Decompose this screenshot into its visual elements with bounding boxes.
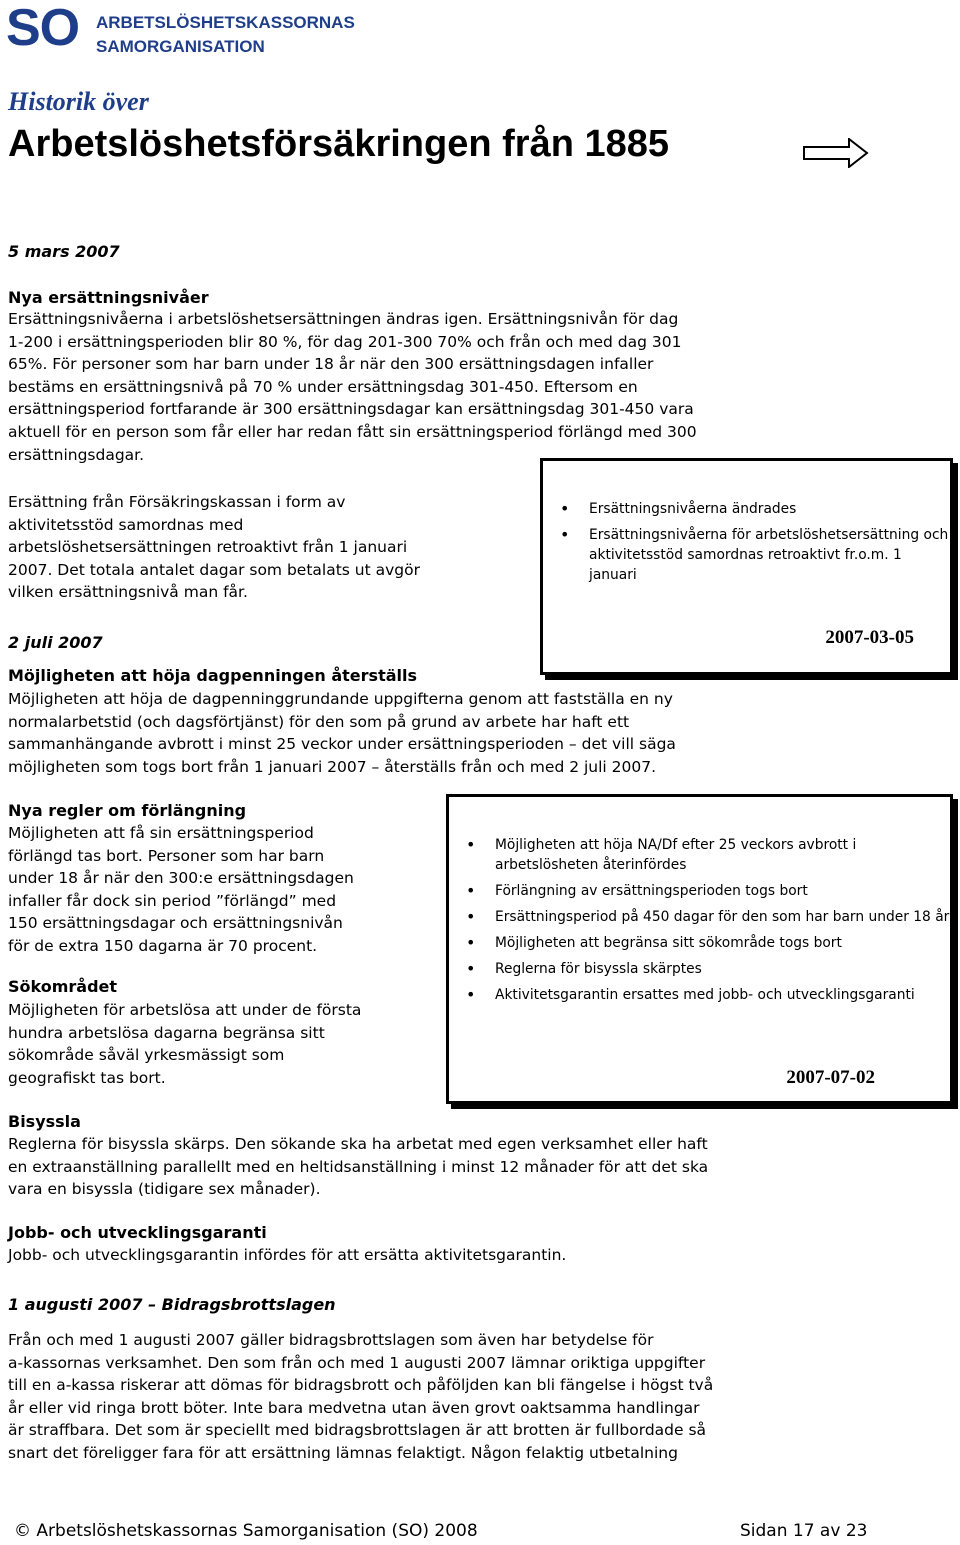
text-line: sammanhängande avbrott i minst 25 veckor under ersättningsperioden – det vill säga bbox=[8, 735, 676, 754]
text-line: Ersättningsnivåerna i arbetslöshetsersättningen ändras igen. Ersättningsnivån för dag bbox=[8, 310, 679, 328]
org-name-line1: ARBETSLÖSHETSKASSORNAS bbox=[96, 13, 355, 32]
text-line: Från och med 1 augusti 2007 gäller bidragsbrottslagen som även har betydelse för bbox=[8, 1331, 654, 1349]
summary-item: • Ersättningsnivåerna ändrades bbox=[543, 499, 950, 519]
text-line: är straffbara. Det som är speciellt med bidragsbrottslagen är att brotten är fullbordade så bbox=[8, 1421, 707, 1440]
summary-item: • Aktivitetsgarantin ersattes med jobb- och utvecklingsgaranti bbox=[449, 985, 950, 1005]
footer-page-number: Sidan 17 av 23 bbox=[740, 1521, 868, 1541]
summary-date: 2007-03-05 bbox=[825, 627, 914, 648]
text-line: vilken ersättningsnivå man får. bbox=[8, 583, 248, 602]
summary-item: • Ersättningsnivåerna för arbetslöshetsersättning och aktivitetsstöd samordnas retroaktivt fr.o.m. 1 januari bbox=[543, 525, 950, 585]
summary-item: • Ersättningsperiod på 450 dagar för den som har barn under 18 år bbox=[449, 907, 950, 927]
text-line: infaller får dock sin period ”förlängd” med bbox=[8, 891, 337, 910]
text-line: sökområde såväl yrkesmässigt som bbox=[8, 1046, 285, 1065]
summary-box bbox=[540, 458, 953, 675]
text-line: snart det föreligger fara för att ersättning lämnas felaktigt. Någon felaktig utbetalning bbox=[8, 1443, 678, 1462]
text-line: aktuell för en person som får eller har redan fått sin ersättningsperiod förlängd med 300 bbox=[8, 422, 697, 441]
text-line: 1-200 i ersättningsperioden blir 80 %, för dag 201-300 70% och från och med dag 301 bbox=[8, 332, 682, 351]
text-line: 65%. För personer som har barn under 18 år när den 300 ersättningsdagen infaller bbox=[8, 355, 654, 374]
section-body bbox=[8, 1244, 948, 1267]
text-line: 150 ersättningsdagar och ersättningsnivån bbox=[8, 914, 343, 933]
section-date: 2 juli 2007 bbox=[8, 633, 103, 652]
summary-item: • Möjligheten att begränsa sitt sökområde togs bort bbox=[449, 933, 950, 953]
section-body bbox=[8, 491, 528, 604]
text-line: vara en bisyssla (tidigare sex månader). bbox=[8, 1180, 321, 1199]
text-line: för de extra 150 dagarna är 70 procent. bbox=[8, 936, 318, 955]
text-line: a-kassornas verksamhet. Den som från och med 1 augusti 2007 lämnar oriktiga uppgifter bbox=[8, 1353, 706, 1372]
text-line: möjligheten som togs bort från 1 januari 2007 – återställs från och med 2 juli 2007. bbox=[8, 757, 657, 776]
section-body bbox=[8, 1133, 948, 1201]
text-line: Jobb- och utvecklingsgarantin infördes för att ersätta aktivitetsgarantin. bbox=[8, 1246, 567, 1264]
org-name-line2: SAMORGANISATION bbox=[96, 37, 265, 56]
text-line: Möjligheten att få sin ersättningsperiod bbox=[8, 824, 314, 842]
text-line: aktivitetsstöd samordnas med bbox=[8, 515, 244, 534]
section-heading: Sökområdet bbox=[8, 977, 118, 996]
text-line: Möjligheten att höja de dagpenninggrundande uppgifterna genom att fastställa en ny bbox=[8, 690, 673, 708]
summary-box bbox=[446, 794, 953, 1104]
right-arrow-icon bbox=[803, 138, 869, 168]
text-line: arbetslöshetsersättningen retroaktivt från 1 januari bbox=[8, 538, 408, 557]
page-title: Arbetslöshetsförsäkringen från 1885 bbox=[8, 123, 670, 165]
section-heading: Nya regler om förlängning bbox=[8, 801, 247, 820]
text-line: Möjligheten för arbetslösa att under de första bbox=[8, 1001, 362, 1019]
summary-item: • Reglerna för bisyssla skärptes bbox=[449, 959, 950, 979]
footer-copyright: © Arbetslöshetskassornas Samorganisation (SO) 2008 bbox=[14, 1521, 478, 1541]
text-line: Ersättning från Försäkringskassan i form av bbox=[8, 493, 346, 511]
section-body bbox=[8, 688, 948, 778]
text-line: bestäms en ersättningsnivå på 70 % under ersättningsdag 301-450. Eftersom en bbox=[8, 377, 638, 396]
section-body bbox=[8, 999, 438, 1089]
page-subtitle: Historik över bbox=[8, 87, 149, 116]
text-line: en extraanställning parallellt med en heltidsanställning i minst 12 månader för att det ska bbox=[8, 1157, 709, 1176]
section-body bbox=[8, 822, 438, 958]
summary-item: • Möjligheten att höja NA/Df efter 25 veckors avbrott i arbetslösheten återinfördes bbox=[449, 835, 950, 875]
text-line: ersättningsdagar. bbox=[8, 445, 145, 464]
section-heading: Nya ersättningsnivåer bbox=[8, 288, 209, 307]
text-line: geografiskt tas bort. bbox=[8, 1068, 166, 1087]
text-line: förlängd tas bort. Personer som har barn bbox=[8, 846, 325, 865]
section-heading: Möjligheten att höja dagpenningen återställs bbox=[8, 666, 417, 685]
text-line: till en a-kassa riskerar att dömas för bidragsbrott och påföljden kan bli fängelse i högst två bbox=[8, 1376, 714, 1395]
text-line: under 18 år när den 300:e ersättningsdagen bbox=[8, 869, 354, 888]
section-body bbox=[8, 308, 948, 466]
section-body bbox=[8, 1329, 948, 1465]
text-line: Reglerna för bisyssla skärps. Den sökande ska ha arbetat med egen verksamhet eller haft bbox=[8, 1135, 708, 1153]
so-logo: SO bbox=[6, 0, 80, 57]
section-date: 5 mars 2007 bbox=[8, 242, 120, 261]
summary-date: 2007-07-02 bbox=[786, 1067, 875, 1088]
summary-item: • Förlängning av ersättningsperioden togs bort bbox=[449, 881, 950, 901]
section-heading: Bisyssla bbox=[8, 1112, 81, 1131]
section-date: 1 augusti 2007 – Bidragsbrottslagen bbox=[8, 1295, 336, 1314]
text-line: år eller vid ringa brott böter. Inte bara medvetna utan även grovt oaktsamma handlingar bbox=[8, 1398, 700, 1417]
text-line: hundra arbetslösa dagarna begränsa sitt bbox=[8, 1023, 325, 1042]
text-line: 2007. Det totala antalet dagar som betalats ut avgör bbox=[8, 560, 420, 579]
section-heading: Jobb- och utvecklingsgaranti bbox=[8, 1223, 267, 1242]
text-line: normalarbetstid (och dagsförtjänst) för den som på grund av arbete har haft ett bbox=[8, 712, 630, 731]
text-line: ersättningsperiod fortfarande är 300 ersättningsdagar kan ersättningsdag 301-450 vara bbox=[8, 400, 694, 419]
